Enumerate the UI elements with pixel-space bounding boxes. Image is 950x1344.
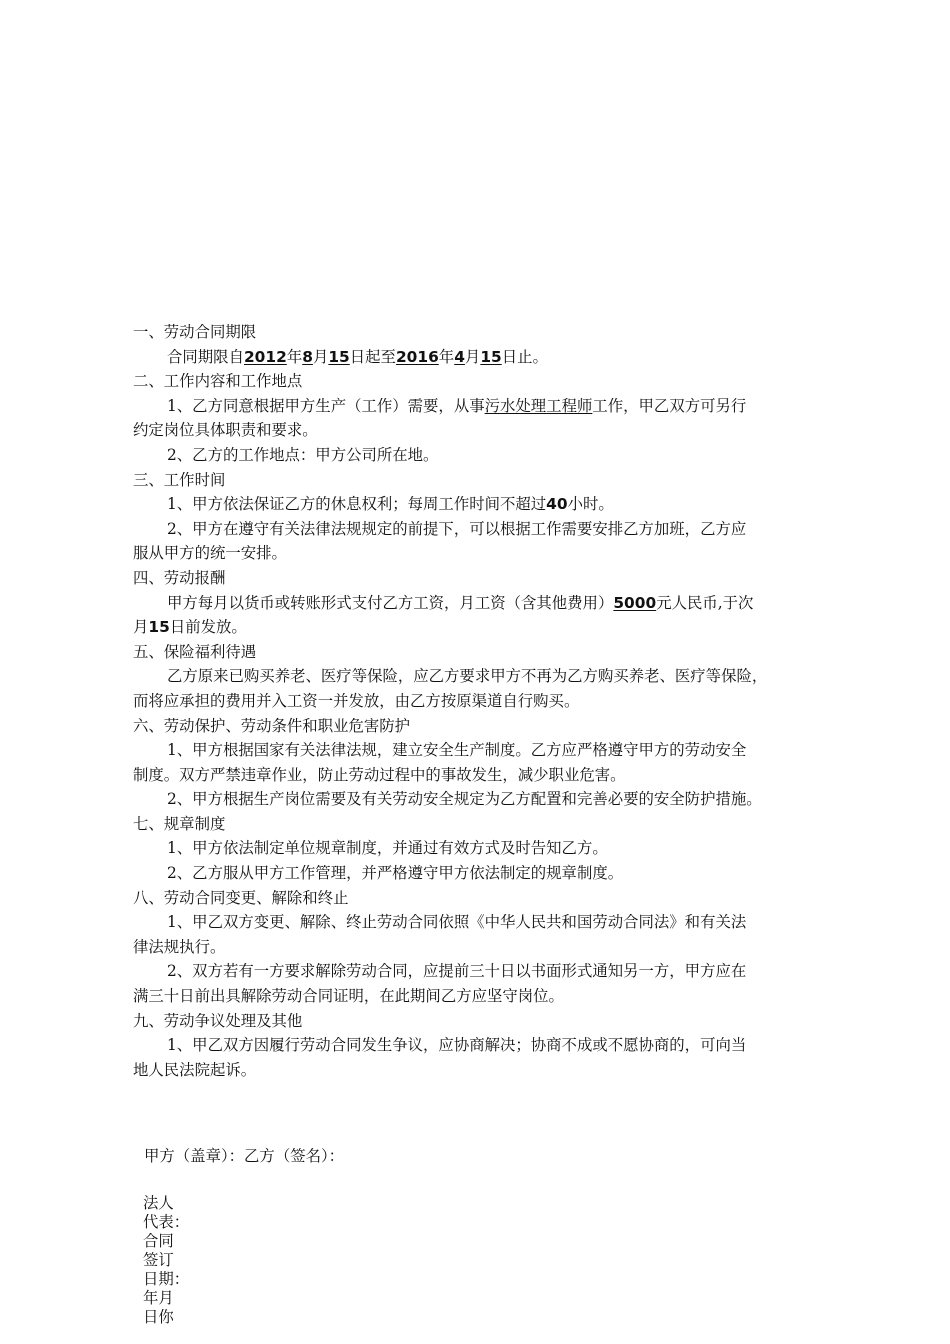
section-heading-hours: 三、工作时间 (133, 470, 226, 489)
change-continuation: 律法规执行。 (133, 937, 226, 956)
signature-block (143, 1194, 193, 1327)
section-heading-pay: 四、劳动报酬 (133, 568, 226, 587)
notice-continuation: 满三十日前出具解除劳动合同证明，在此期间乙方应坚守岗位。 (133, 987, 564, 1006)
work-content-paragraph: 1、乙方同意根据甲方生产（工作）需要，从事污水处理工程师工作，甲乙双方可另行 (167, 396, 747, 415)
insurance-continuation: 而将应承担的费用并入工资一并发放，由乙方按原渠道自行购买。 (133, 691, 580, 710)
salary-paragraph: 甲方每月以货币或转账形式支付乙方工资，月工资（含其他费用）5000元人民币,于次 (167, 593, 754, 612)
insurance-paragraph: 乙方原来已购买养老、医疗等保险，应乙方要求甲方不再为乙方购买养老、医疗等保险， (167, 667, 768, 686)
safety-system-continuation: 制度。双方严禁违章作业，防止劳动过程中的事故发生，减少职业危害。 (133, 765, 626, 784)
section-heading-work: 二、工作内容和工作地点 (133, 372, 303, 391)
section-heading-insurance: 五、保险福利待遇 (133, 642, 257, 661)
weekly-hours: 40 (546, 495, 568, 514)
dispute-continuation: 地人民法院起诉。 (133, 1060, 257, 1079)
work-location-paragraph: 2、乙方的工作地点：甲方公司所在地。 (167, 445, 439, 464)
overtime-paragraph: 2、甲方在遵守有关法律法规规定的前提下，可以根据工作需要安排乙方加班，乙方应 (167, 519, 747, 538)
end-year: 2016 (395, 347, 439, 366)
end-day: 15 (480, 347, 502, 366)
rules-notice-paragraph: 1、甲方依法制定单位规章制度，并通过有效方式及时告知乙方。 (167, 839, 608, 858)
start-month: 8 (302, 347, 313, 366)
salary-continuation: 月15日前发放。 (133, 618, 247, 637)
end-month: 4 (454, 347, 465, 366)
signature-block-line: 年月 (143, 1289, 174, 1307)
section-heading-protection: 六、劳动保护、劳动条件和职业危害防护 (133, 716, 411, 735)
signature-block-line: 代表： (143, 1213, 190, 1231)
work-content-continuation: 约定岗位具体职责和要求。 (133, 421, 318, 440)
section-heading-disputes: 九、劳动争议处理及其他 (133, 1011, 303, 1030)
start-day: 15 (328, 347, 350, 366)
notice-paragraph: 2、双方若有一方要求解除劳动合同，应提前三十日以书面形式通知另一方，甲方应在 (167, 962, 747, 981)
signature-block-line: 法人 (143, 1194, 174, 1212)
section-heading-term: 一、劳动合同期限 (133, 323, 257, 341)
signature-block-line: 日期： (143, 1270, 190, 1288)
dispute-paragraph: 1、甲乙双方因履行劳动合同发生争议，应协商解决；协商不成或不愿协商的，可向当 (167, 1036, 747, 1055)
job-title: 污水处理工程师 (484, 396, 593, 415)
start-year: 2012 (243, 347, 287, 366)
signature-block-line: 合同 (143, 1232, 174, 1250)
rest-rights-paragraph: 1、甲方依法保证乙方的休息权利；每周工作时间不超过40小时。 (167, 495, 614, 514)
section-heading-termination: 八、劳动合同变更、解除和终止 (133, 888, 349, 907)
signature-block-line: 签订 (143, 1251, 174, 1269)
change-paragraph: 1、甲乙双方变更、解除、终止劳动合同依照《中华人民共和国劳动合同法》和有关法 (167, 913, 747, 932)
pay-day: 15 (148, 618, 170, 637)
contract-term-paragraph: 合同期限自2012年8月15日起至2016年4月15日止。 (167, 347, 548, 366)
monthly-salary: 5000 (613, 593, 657, 612)
overtime-continuation: 服从甲方的统一安排。 (133, 544, 287, 563)
safety-system-paragraph: 1、甲方根据国家有关法律法规，建立安全生产制度。乙方应严格遵守甲方的劳动安全 (167, 741, 747, 760)
signature-block-line: 日你 (143, 1308, 174, 1326)
rules-compliance-paragraph: 2、乙方服从甲方工作管理，并严格遵守甲方依法制定的规章制度。 (167, 864, 624, 883)
signature-line: 甲方（盖章）：乙方（签名）： (144, 1147, 345, 1165)
section-heading-rules: 七、规章制度 (133, 814, 226, 833)
contract-body (133, 320, 833, 1082)
safety-measures-paragraph: 2、甲方根据生产岗位需要及有关劳动安全规定为乙方配置和完善必要的安全防护措施。 (167, 790, 762, 809)
